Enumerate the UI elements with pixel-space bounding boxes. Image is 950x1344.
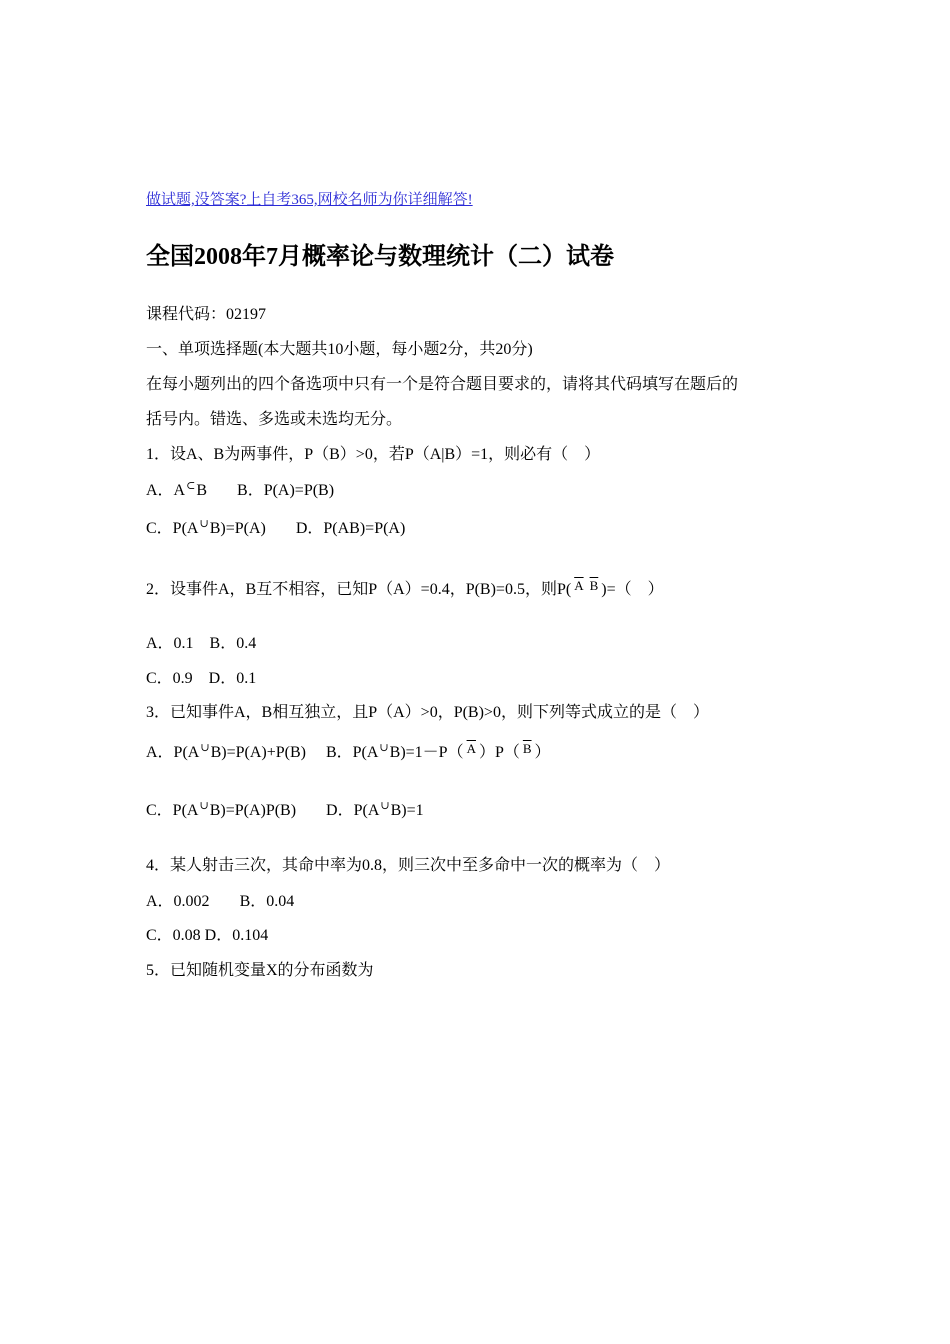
complement-a: $\overline{A}$ — [574, 578, 584, 593]
question-1-options-ab — [146, 481, 334, 502]
subset-symbol: ⊂ — [186, 480, 196, 492]
union-symbol: ∪ — [199, 800, 209, 812]
union-symbol: ∪ — [199, 518, 209, 530]
question-5-stem: 5．已知随机变量X的分布函数为 — [146, 962, 374, 979]
instructions-line-2: 括号内。错选、多选或未选均无分。 — [146, 411, 403, 428]
union-symbol: ∪ — [379, 742, 389, 754]
q3-option-b-part4: ） — [534, 744, 551, 761]
instructions-line-1: 在每小题列出的四个备选项中只有一个是符合题目要求的，请将其代码填写在题后的 — [146, 376, 739, 393]
q1-option-d: D．P(AB)=P(A) — [295, 520, 406, 537]
union-symbol: ∪ — [200, 742, 210, 754]
q3-option-a-part1: A．P(A — [146, 744, 200, 761]
question-2-stem — [146, 580, 664, 600]
q2-stem-part1: 2．设事件A，B互不相容，已知P（A）=0.4，P(B)=0.5，则P( — [146, 581, 572, 598]
q3-option-b-part2: B)=1－P（ — [389, 744, 464, 761]
complement-b: $\overline{B}$ — [589, 578, 599, 593]
complement-b: $\overline{B}$ — [522, 741, 532, 756]
q3-option-c-part2: B)=P(A)P(B) — [209, 802, 297, 819]
question-4-options-cd: C．0.08 D．0.104 — [146, 927, 269, 944]
q1-option-b: B．P(A)=P(B) — [237, 482, 335, 499]
q3-option-b-part3: ）P（ — [478, 744, 520, 761]
q3-option-c-part1: C．P(A — [146, 802, 199, 819]
union-symbol: ∪ — [380, 800, 390, 812]
question-3-options-ab — [146, 743, 551, 764]
q3-option-d-part2: B)=1 — [390, 802, 424, 819]
question-3-options-cd — [146, 801, 424, 822]
question-4-stem: 4．某人射击三次，其命中率为0.8，则三次中至多命中一次的概率为（ ） — [146, 857, 671, 874]
page-title: 全国2008年7月概率论与数理统计（二）试卷 — [146, 244, 614, 270]
q3-option-d-part1: D．P(A — [326, 802, 380, 819]
q2-stem-part2: )=（ ） — [601, 581, 664, 598]
q1-option-c-part2: B)=P(A) — [209, 520, 266, 537]
section-title: 一、单项选择题(本大题共10小题，每小题2分，共20分) — [146, 341, 533, 358]
question-2-options-ab: A．0.1 B．0.4 — [146, 635, 257, 652]
question-3-stem: 3．已知事件A，B相互独立，且P（A）>0，P(B)>0，则下列等式成立的是（ ） — [146, 704, 709, 721]
question-2-options-cd: C．0.9 D．0.1 — [146, 670, 257, 687]
complement-a: $\overline{A}$ — [466, 741, 476, 756]
q1-option-a-part1: A．A — [146, 482, 186, 499]
q1-option-c-part1: C．P(A — [146, 520, 199, 537]
q1-option-a-part2: B — [196, 482, 208, 499]
q4-option-a: A．0.002 — [146, 893, 210, 910]
question-1-stem: 1．设A、B为两事件，P（B）>0，若P（A|B）=1，则必有（ ） — [146, 446, 601, 463]
ad-link[interactable]: 做试题,没答案?上自考365,网校名师为你详细解答! — [146, 192, 473, 208]
course-code: 课程代码：02197 — [146, 306, 267, 323]
question-4-options-ab — [146, 892, 294, 912]
q3-option-b-part1: B．P(A — [325, 744, 379, 761]
question-1-options-cd — [146, 519, 405, 540]
q3-option-a-part2: B)=P(A)+P(B) — [210, 744, 306, 761]
q4-option-b: B．0.04 — [239, 893, 295, 910]
